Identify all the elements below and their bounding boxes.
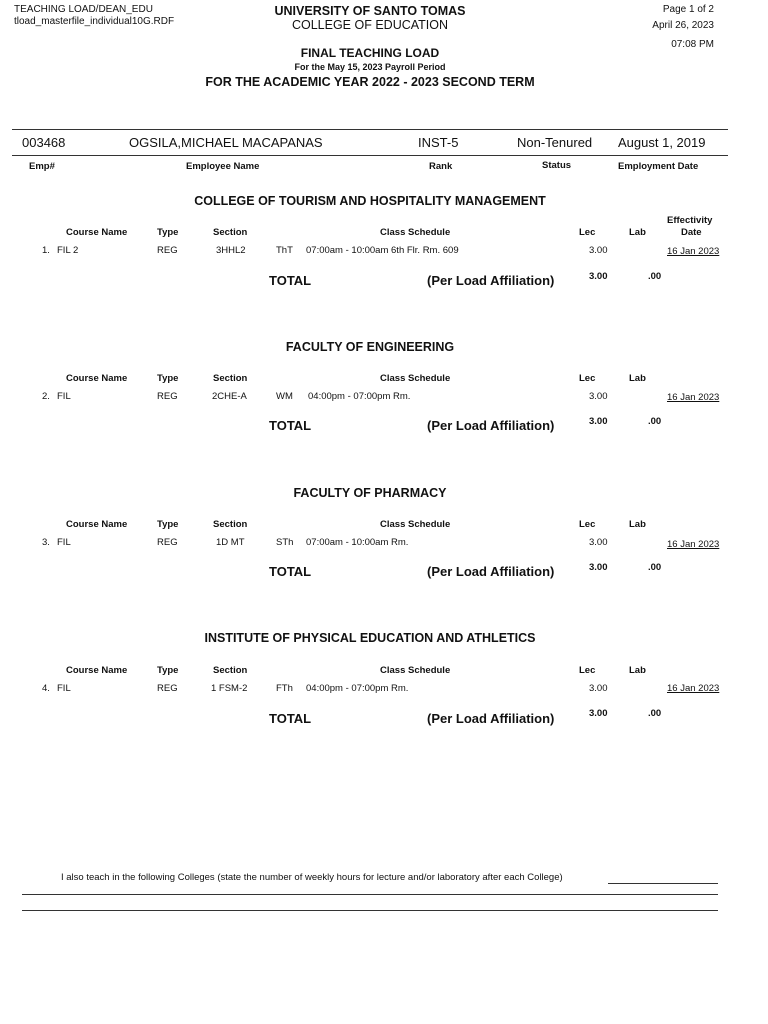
status-label: Status: [542, 160, 572, 171]
total-label: TOTAL: [269, 418, 312, 433]
employee-bottom-rule: [12, 155, 728, 156]
department-heading: FACULTY OF PHARMACY: [293, 486, 447, 500]
col-date: Date: [681, 227, 702, 238]
affiliation-label: (Per Load Affiliation): [427, 711, 555, 726]
schedule-time: 07:00am - 10:00am 6th Flr. Rm. 609: [306, 245, 459, 256]
department-heading: INSTITUTE OF PHYSICAL EDUCATION AND ATHLETICS: [204, 631, 536, 645]
schedule-time: 07:00am - 10:00am Rm.: [306, 537, 409, 548]
page-number: Page 1 of 2: [662, 4, 714, 15]
document-title: FINAL TEACHING LOAD: [300, 46, 440, 60]
signature-line: [608, 883, 718, 884]
academic-year: FOR THE ACADEMIC YEAR 2022 - 2023 SECOND TERM: [205, 75, 535, 89]
col-lab: Lab: [629, 665, 646, 676]
payroll-period: For the May 15, 2023 Payroll Period: [294, 62, 446, 72]
affiliation-label: (Per Load Affiliation): [427, 418, 555, 433]
col-section: Section: [213, 373, 248, 384]
employment-date-label: Employment Date: [618, 161, 699, 172]
schedule-days: STh: [276, 537, 294, 548]
course-type: REG: [157, 537, 178, 548]
department-heading: FACULTY OF ENGINEERING: [285, 340, 455, 354]
row-number: 1.: [42, 245, 50, 256]
course-type: REG: [157, 245, 178, 256]
col-course-name: Course Name: [66, 227, 128, 238]
course-section: 1 FSM-2: [211, 683, 248, 694]
total-lec: 3.00: [589, 416, 608, 427]
employment-date: August 1, 2019: [618, 135, 706, 150]
col-type: Type: [157, 227, 179, 238]
rank-label: Rank: [429, 161, 453, 172]
course-type: REG: [157, 391, 178, 402]
emp-no-label: Emp#: [29, 161, 55, 172]
row-number: 3.: [42, 537, 50, 548]
col-lab: Lab: [629, 373, 646, 384]
lec-units: 3.00: [589, 537, 608, 548]
employee-rank: INST-5: [418, 135, 459, 150]
college-name: COLLEGE OF EDUCATION: [291, 18, 449, 32]
col-course-name: Course Name: [66, 519, 128, 530]
course-section: 1D MT: [216, 537, 245, 548]
col-schedule: Class Schedule: [380, 665, 451, 676]
total-label: TOTAL: [269, 273, 312, 288]
schedule-days: ThT: [276, 245, 293, 256]
col-lec: Lec: [579, 373, 596, 384]
total-label: TOTAL: [269, 564, 312, 579]
course-type: REG: [157, 683, 178, 694]
course-name: FIL 2: [57, 245, 79, 256]
total-lab: .00: [648, 271, 662, 282]
affiliation-label: (Per Load Affiliation): [427, 564, 555, 579]
effectivity-date: 16 Jan 2023: [667, 539, 720, 550]
col-section: Section: [213, 519, 248, 530]
report-date: April 26, 2023: [652, 20, 714, 31]
col-effectivity: Effectivity: [667, 215, 713, 226]
course-name: FIL: [57, 391, 71, 402]
effectivity-date: 16 Jan 2023: [667, 246, 720, 257]
schedule-days: FTh: [276, 683, 293, 694]
course-section: 2CHE-A: [212, 391, 247, 402]
col-schedule: Class Schedule: [380, 373, 451, 384]
total-label: TOTAL: [269, 711, 312, 726]
col-schedule: Class Schedule: [380, 227, 451, 238]
blank-line-2: [22, 910, 718, 911]
department-heading: COLLEGE OF TOURISM AND HOSPITALITY MANAGEMENT: [194, 194, 546, 208]
total-lab: .00: [648, 708, 662, 719]
total-lec: 3.00: [589, 708, 608, 719]
lec-units: 3.00: [589, 683, 608, 694]
employee-status: Non-Tenured: [517, 135, 593, 150]
lec-units: 3.00: [589, 245, 608, 256]
schedule-time: 04:00pm - 07:00pm Rm.: [306, 683, 409, 694]
col-lab: Lab: [629, 519, 646, 530]
course-name: FIL: [57, 683, 71, 694]
col-course-name: Course Name: [66, 373, 128, 384]
col-lec: Lec: [579, 519, 596, 530]
report-code: TEACHING LOAD/DEAN_EDU: [14, 4, 153, 15]
course-name: FIL: [57, 537, 71, 548]
row-number: 4.: [42, 683, 50, 694]
col-lec: Lec: [579, 665, 596, 676]
col-type: Type: [157, 665, 179, 676]
employee-name: OGSILA,MICHAEL MACAPANAS: [129, 135, 323, 150]
schedule-days: WM: [276, 391, 293, 402]
col-type: Type: [157, 373, 179, 384]
effectivity-date: 16 Jan 2023: [667, 392, 720, 403]
col-type: Type: [157, 519, 179, 530]
row-number: 2.: [42, 391, 50, 402]
other-colleges-note: I also teach in the following Colleges (state the number of weekly hours for lecture and/or laboratory after each College): [61, 872, 563, 883]
total-lab: .00: [648, 416, 662, 427]
total-lec: 3.00: [589, 562, 608, 573]
col-section: Section: [213, 227, 248, 238]
col-lab: Lab: [629, 227, 646, 238]
col-section: Section: [213, 665, 248, 676]
report-time: 07:08 PM: [671, 39, 714, 50]
employee-name-label: Employee Name: [186, 161, 260, 172]
employee-number: 003468: [22, 135, 66, 150]
total-lec: 3.00: [589, 271, 608, 282]
university-name: UNIVERSITY OF SANTO TOMAS: [274, 4, 466, 18]
col-lec: Lec: [579, 227, 596, 238]
col-schedule: Class Schedule: [380, 519, 451, 530]
lec-units: 3.00: [589, 391, 608, 402]
report-file: tload_masterfile_individual10G.RDF: [14, 16, 175, 27]
total-lab: .00: [648, 562, 662, 573]
employee-top-rule: [12, 129, 728, 130]
col-course-name: Course Name: [66, 665, 128, 676]
blank-line-1: [22, 894, 718, 895]
schedule-time: 04:00pm - 07:00pm Rm.: [308, 391, 411, 402]
course-section: 3HHL2: [216, 245, 246, 256]
affiliation-label: (Per Load Affiliation): [427, 273, 555, 288]
effectivity-date: 16 Jan 2023: [667, 683, 720, 694]
